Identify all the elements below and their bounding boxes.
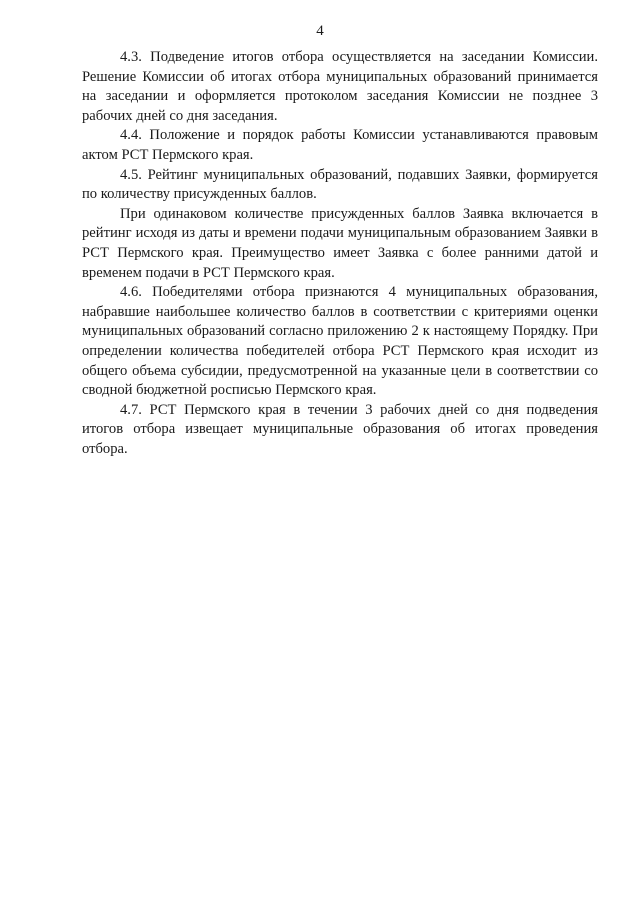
paragraph-4-3: 4.3. Подведение итогов отбора осуществляется на заседании Комиссии. Решение Комиссии об итогах отбора муниципальных образований принимается на заседании и оформляется протоколом заседания Комиссии не позднее 3 рабочих дней со дня заседания. xyxy=(82,49,598,124)
paragraph-4-5-tie-rule: При одинаковом количестве присужденных баллов Заявка включается в рейтинг исходя из даты и времени подачи муниципальным образованием Заявки в РСТ Пермского края. Преимущество имеет Заявка с более ранними датой и временем подачи в РСТ Пермского края. xyxy=(82,205,598,281)
page-number: 4 xyxy=(316,23,324,39)
paragraph-4-4: 4.4. Положение и порядок работы Комиссии устанавливаются правовым актом РСТ Пермского края. xyxy=(82,127,598,163)
document-body xyxy=(82,48,598,459)
paragraph-4-7: 4.7. РСТ Пермского края в течении 3 рабочих дней со дня подведения итогов отбора извещает муниципальные образования об итогах проведения отбора. xyxy=(82,401,598,457)
paragraph-4-6: 4.6. Победителями отбора признаются 4 муниципальных образования, набравшие наибольшее количество баллов в соответствии с критериями оценки муниципальных образований согласно приложению 2 к настоящему Порядку. При определении количества победителей отбора РСТ Пермского края исходит из общего объема субсидии, предусмотренной на указанные цели в соответствии со сводной бюджетной росписью Пермского края. xyxy=(82,284,598,399)
paragraph-4-5: 4.5. Рейтинг муниципальных образований, подавших Заявки, формируется по количеству присужденных баллов. xyxy=(82,166,598,203)
